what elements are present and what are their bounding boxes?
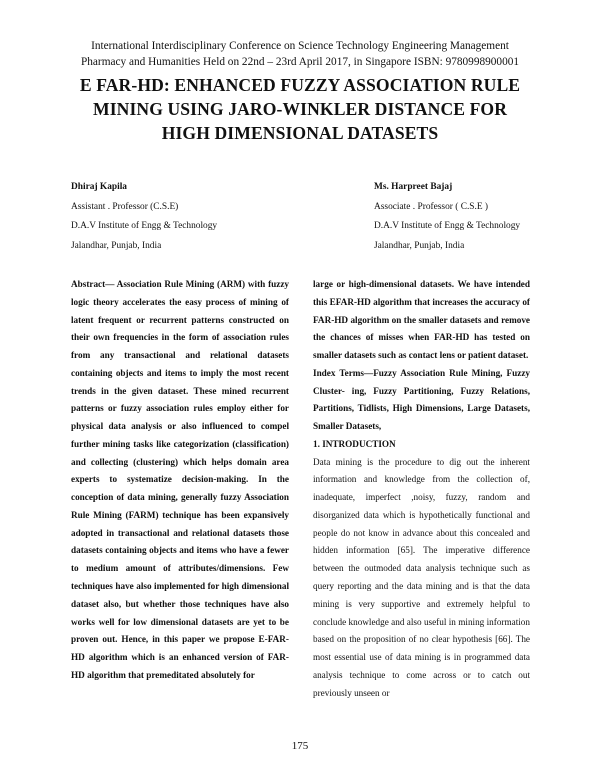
author-location: Jalandhar, Punjab, India <box>374 240 465 251</box>
author-role: Associate . Professor ( C.S.E ) <box>374 201 489 212</box>
page-number: 175 <box>291 740 309 752</box>
author-location: Jalandhar, Punjab, India <box>71 240 162 251</box>
author-name: Ms. Harpreet Bajaj <box>374 182 453 192</box>
author-role: Assistant . Professor (C.S.E) <box>71 201 179 212</box>
author-name: Dhiraj Kapila <box>71 182 127 192</box>
conference-header <box>40 38 560 70</box>
index-terms: Index Terms—Fuzzy Association Rule Mining, Fuzzy Cluster- ing, Fuzzy Partitioning, Fuzzy Relations, Partitions, Tidlists, High Dimensions, Large Datasets, Smaller Datasets, <box>313 367 530 432</box>
introduction-text: Data mining is the procedure to dig out the inherent information and knowledge from the collection of, inadequate, imperfect ,noisy, fuzzy, random and disorganized data which is hypothetically functional and people do not know in advance about this concealed and hidden information [65]. The imperative difference between the outmoded data analysis technique such as query reporting and the data mining and is that the data mining is very supportive and extremely helpful to conclude knowledge and also useful in mining information based on the proposition of no clear hypothesis [66]. The most essential use of data mining is in programmed data analysis technique to come across or to catch out previously unseen or <box>313 456 530 698</box>
paper-title-line1: E FAR-HD: ENHANCED FUZZY ASSOCIATION RULE <box>79 75 521 95</box>
section-heading-introduction: 1. INTRODUCTION <box>313 438 396 449</box>
author-block-1 <box>71 178 291 256</box>
right-column <box>313 276 530 702</box>
author-institute: D.A.V Institute of Engg & Technology <box>374 221 521 231</box>
abstract-continuation: large or high-dimensional datasets. We have intended this EFAR-HD algorithm that increases the accuracy of FAR-HD algorithm on the smaller datasets and remove the chances of misses when FAR-HD has tested on smaller datasets such as contact lens or patient dataset. <box>313 279 530 361</box>
paper-title-line2: MINING USING JARO-WINKLER DISTANCE FOR <box>92 99 508 119</box>
left-column <box>71 276 289 685</box>
author-institute: D.A.V Institute of Engg & Technology <box>71 221 218 231</box>
conference-header-line1: International Interdisciplinary Conference on Science Technology Engineering Management <box>91 40 509 52</box>
paper-title-line3: HIGH DIMENSIONAL DATASETS <box>161 123 439 143</box>
paper-title <box>40 73 560 145</box>
abstract-text: Abstract— Association Rule Mining (ARM) with fuzzy logic theory accelerates the easy process of mining of latent frequent or recurrent patterns constructed on their own frequencies in the form of association rules from any transactional and relational datasets containing objects and items to imply the most recent trends in the given dataset. These mined recurrent patterns or fuzzy association rules employ either for physical data analysis or also influenced to compel further mining tasks like categorization (classification) and collecting (clustering) which helps domain area experts to systematize decision-making. In the conception of data mining, generally fuzzy Association Rule Mining (FARM) technique has been expansively adopted in transactional and relational datasets those datasets containing objects and items who have a fewer to medium amount of attributes/dimensions. Few techniques have also implemented for high dimensional dataset also, but whether those techniques have also works well for low dimensional datasets are yet to be proven out. Hence, in this paper we propose E-FAR-HD algorithm which is an enhanced version of FAR-HD algorithm that premeditated absolutely for <box>71 279 289 680</box>
author-block-2 <box>374 178 594 256</box>
conference-header-line2: Pharmacy and Humanities Held on 22nd – 23rd April 2017, in Singapore ISBN: 9780998900001 <box>80 56 520 68</box>
